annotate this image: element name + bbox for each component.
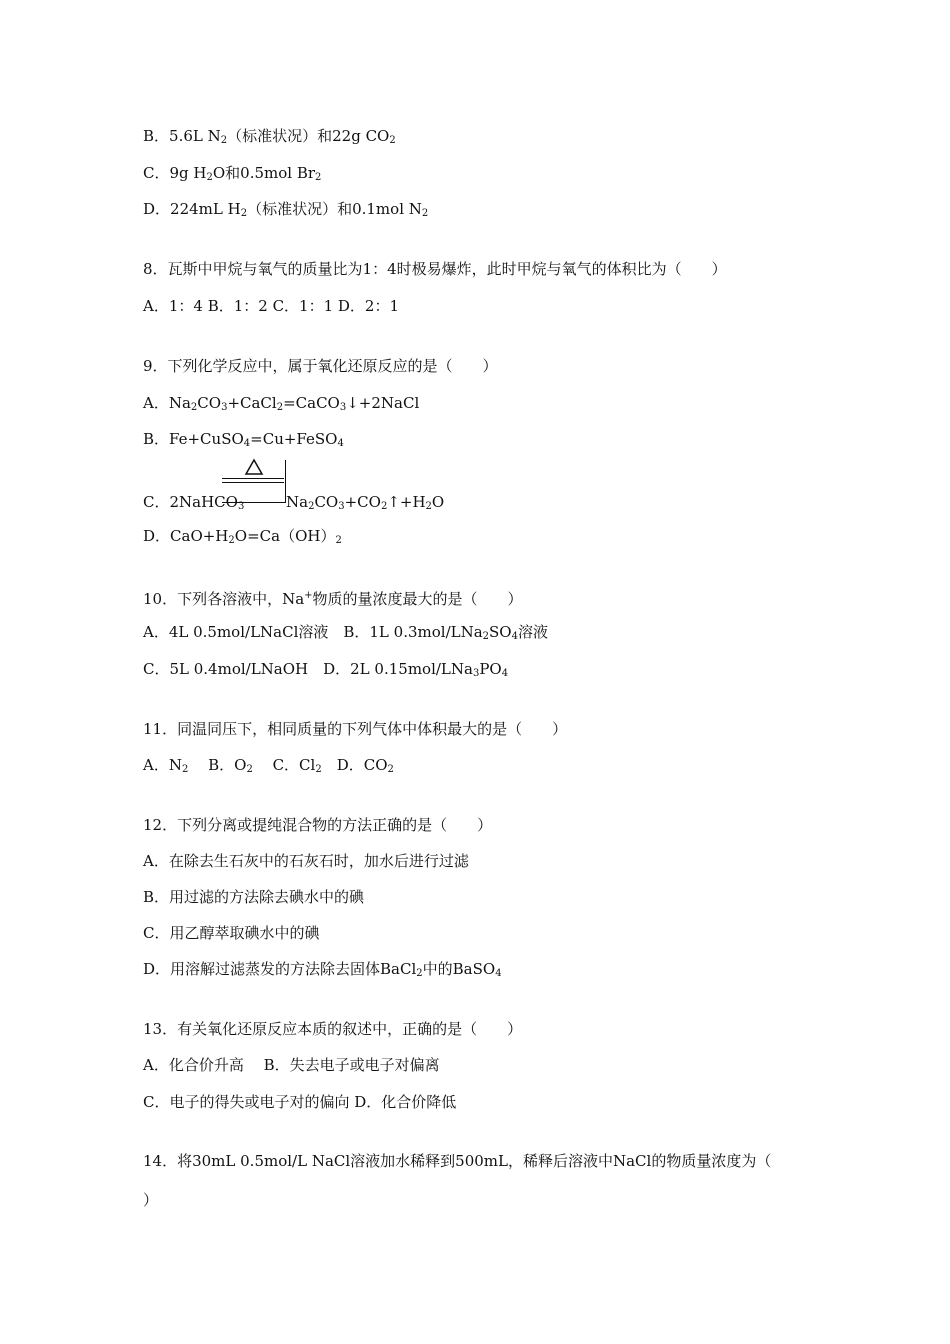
q12-option-b: B．用过滤的方法除去碘水中的碘 [143,888,365,906]
reaction-double-line-bottom [222,482,284,483]
q13-stem: 13．有关氧化还原反应本质的叙述中，正确的是（ ） [143,1020,523,1038]
q12-stem: 12．下列分离或提纯混合物的方法正确的是（ ） [143,816,493,834]
q14-stem: 14．将30mL 0.5mol/L NaCl溶液加水稀释到500mL，稀释后溶液中NaCl的物质量浓度为（ [143,1152,772,1170]
q9-option-a: A．$Na_2CO_3+CaCl_2=CaCO_3↓+2NaCl$ [143,394,420,413]
q9-option-b: B．Fe+CuSO$_4$=Cu+FeSO$_4$ [143,430,344,449]
reaction-base-line [222,502,286,503]
q14-stem-continued: ） [143,1191,159,1209]
q9-option-c-right: $Na_2CO_3+CO_2↑+H_2O$ [286,493,445,512]
q13-options-row1: A．化合价升高 B．失去电子或电子对偏离 [143,1056,440,1074]
q11-options: A．$N_2$ B．$O_2$ C．$Cl_2$ D．$CO_2$ [143,756,394,775]
q7-option-c: C．9g $H_2O$和0.5mol $Br_2$ [143,164,322,183]
heat-triangle-icon [244,458,264,476]
q12-option-d: D．用溶解过滤蒸发的方法除去固体BaCl$_2$中的BaSO$_4$ [143,960,502,979]
q11-stem: 11．同温同压下，相同质量的下列气体中体积最大的是（ ） [143,720,568,738]
q13-options-row2: C．电子的得失或电子对的偏向 D．化合价降低 [143,1093,457,1111]
q10-stem: 10．下列各溶液中，Na+物质的量浓度最大的是（ ） [143,590,523,608]
q10-options-row2: C．5L 0.4mol/LNaOH D．2L $0.15mol/LNa_3PO_4$ [143,660,509,679]
q7-option-d: D．224mL $H_2$（标准状况）和0.1mol $N_2$ [143,200,429,219]
q9-option-c-left: C．2NaHCO$_3$ [143,493,245,512]
reaction-condition-symbol [222,458,288,510]
q10-options-row1: A．4L 0.5mol/LNaCl溶液 B．1L $0.3mol/LNa_2SO_4$溶液 [143,623,548,642]
q12-option-c: C．用乙醇萃取碘水中的碘 [143,924,320,942]
q9-option-d: D．$CaO+H_2O=Ca(OH)_2$ [143,527,342,546]
q8-options: A．1：4 B．1：2 C．1：1 D．2：1 [143,297,400,315]
q7-option-b: B．5.6L $N_2$（标准状况）和22g $CO_2$ [143,127,396,146]
q9-stem: 9．下列化学反应中，属于氧化还原反应的是（ ） [143,357,498,375]
reaction-double-line-top [222,478,284,479]
q12-option-a: A．在除去生石灰中的石灰石时，加水后进行过滤 [143,852,469,870]
q8-stem: 8．瓦斯中甲烷与氧气的质量比为1：4时极易爆炸，此时甲烷与氧气的体积比为（ ） [143,260,727,278]
